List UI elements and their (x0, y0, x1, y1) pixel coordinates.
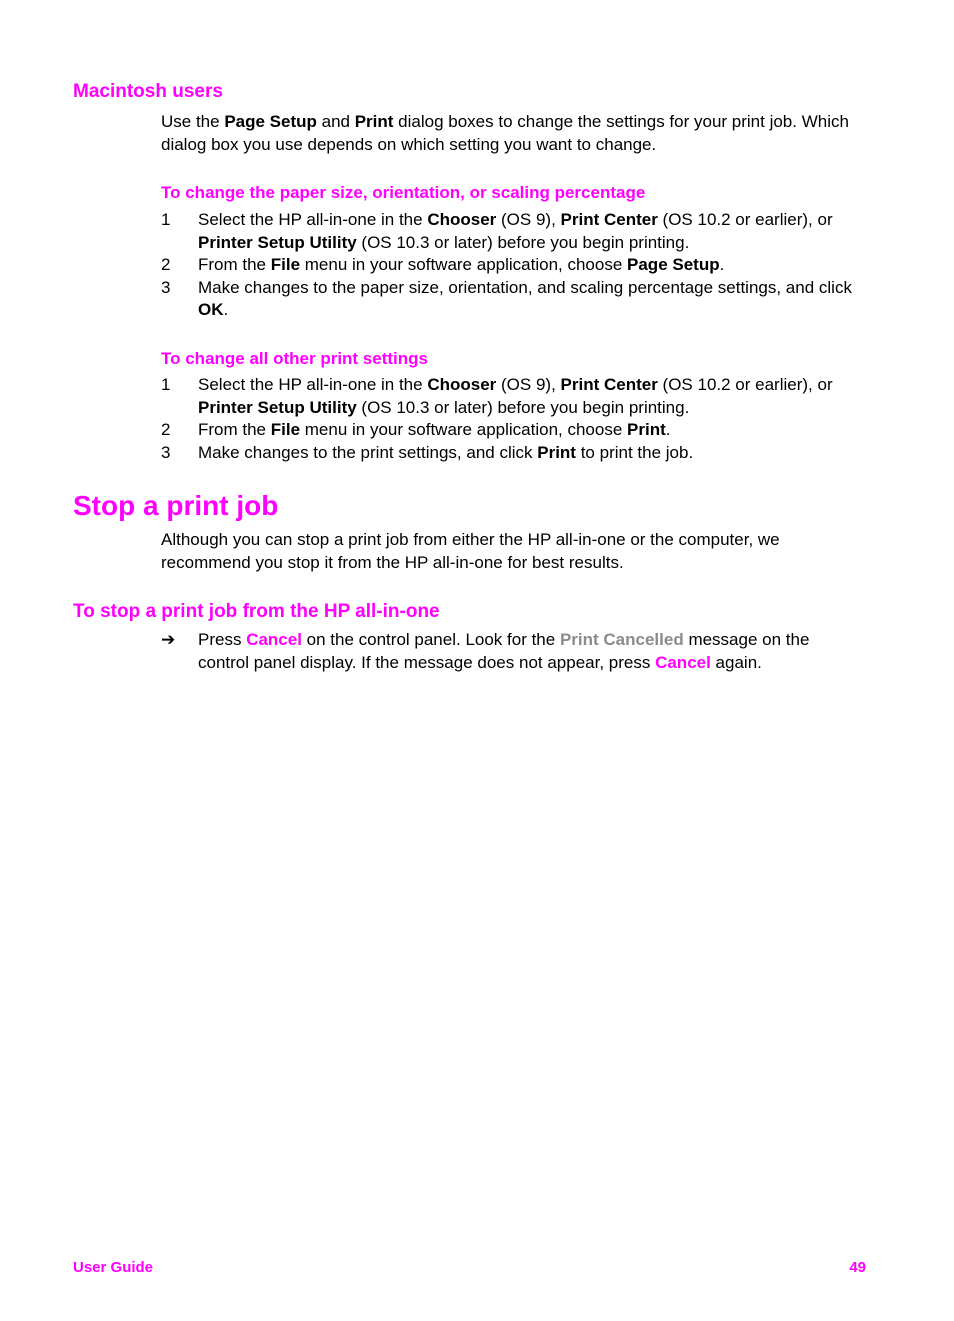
page-setup-term: Page Setup (224, 112, 317, 131)
print-cancelled-message: Print Cancelled (559, 630, 684, 649)
footer-document-title: User Guide (73, 1259, 154, 1276)
step-number: 1 (161, 375, 171, 394)
other-settings-steps-list (161, 374, 861, 464)
step-number: 2 (161, 420, 171, 440)
list-item: 2 From the File menu in your software application, choose Page Setup. (161, 254, 861, 277)
arrow-right-icon: ➔ (161, 630, 176, 649)
paper-size-steps-list (161, 209, 861, 322)
cancel-button-label: Cancel (655, 652, 711, 672)
subheading-other-settings: To change all other print settings (161, 349, 428, 368)
list-item: 1 Select the HP all-in-one in the Chooser (OS 9), Print Center (OS 10.2 or earlier), or Printer Setup Utility (OS 10.3 or later) before you begin printing. (161, 375, 833, 417)
list-item: 2 From the File menu in your software application, choose Print. (161, 419, 861, 442)
list-item: 3 Make changes to the print settings, and click Print to print the job. (161, 442, 861, 465)
subheading-stop-from-device: To stop a print job from the HP all-in-one (73, 601, 440, 622)
step-number: 1 (161, 210, 171, 229)
list-item: 1 Select the HP all-in-one in the Chooser (OS 9), Print Center (OS 10.2 or earlier), or Printer Setup Utility (OS 10.3 or later) before you begin printing. (161, 210, 833, 252)
list-item: 3 Make changes to the paper size, orientation, and scaling percentage settings, and click OK. (161, 277, 852, 320)
section-heading-macintosh-users: Macintosh users (73, 81, 223, 102)
subheading-paper-size: To change the paper size, orientation, or scaling percentage (161, 183, 646, 202)
footer-page-number: 49 (849, 1259, 866, 1276)
stop-step-item: ➔ Press Cancel on the control panel. Look for the Print Cancelled message on the control panel display. If the message does not appear, press Cancel again. (161, 630, 810, 672)
cancel-button-label: Cancel (246, 630, 302, 649)
macintosh-intro-paragraph: Use the Page Setup and Print dialog boxes to change the settings for your print job. Which dialog box you use depends on which setting you want to change. (161, 112, 849, 154)
page-title-stop-a-print-job: Stop a print job (73, 490, 279, 521)
step-number: 2 (161, 255, 171, 275)
print-term: Print (354, 112, 394, 131)
stop-intro-paragraph: Although you can stop a print job from either the HP all-in-one or the computer, we recommend you stop it from the HP all-in-one for best results. (161, 530, 780, 572)
step-number: 3 (161, 277, 171, 297)
step-number: 3 (161, 442, 171, 462)
